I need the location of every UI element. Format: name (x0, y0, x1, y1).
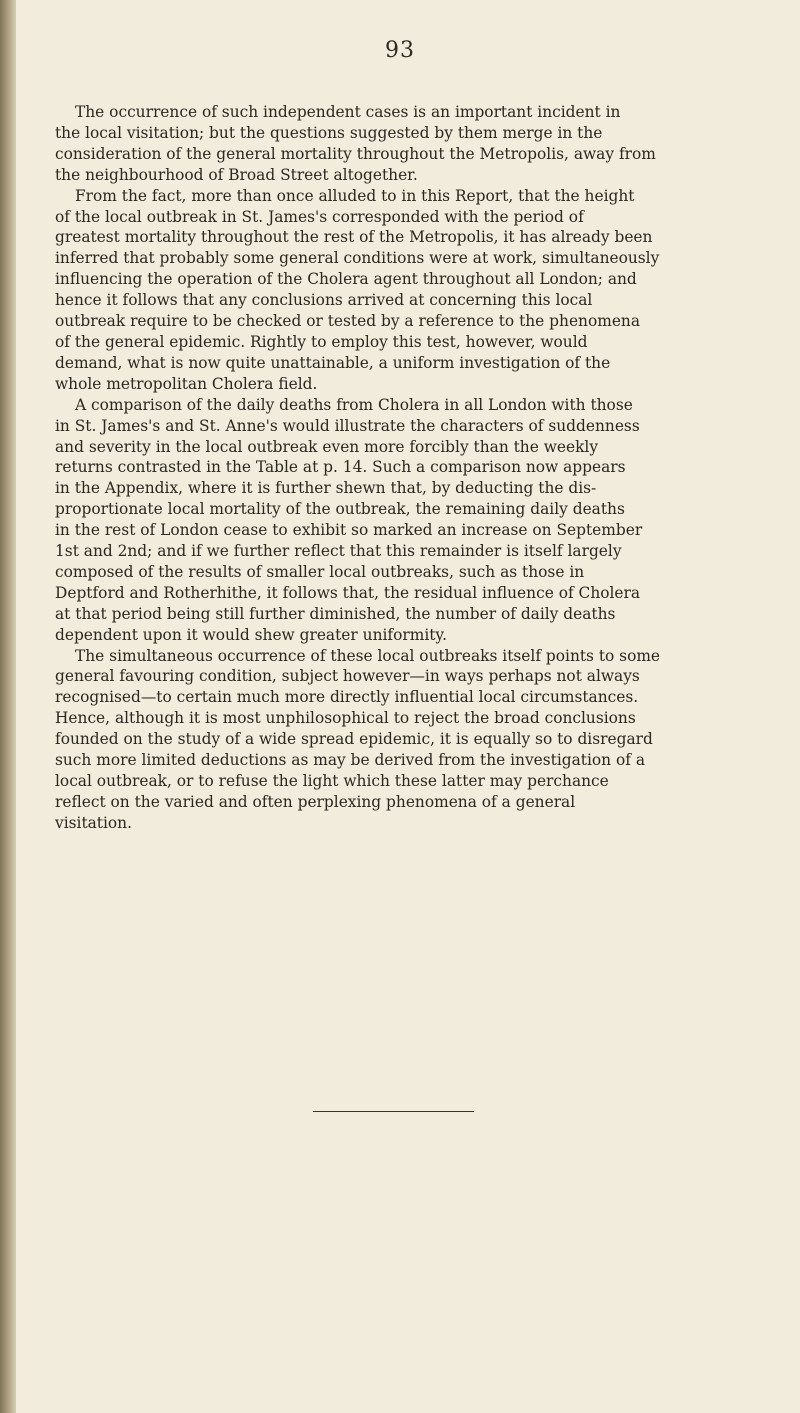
page-number: 93 (385, 38, 415, 63)
paragraph: The occurrence of such independent cases is an important incident in the local visitation; but the questions suggested by them merge in the consideration of the general mortality throughout the Metropolis, away from the neighbourhood of Broad Street altogether. (55, 103, 656, 184)
section-divider-rule (313, 1111, 474, 1112)
body-text (55, 102, 769, 834)
page-binding-edge (0, 0, 16, 1413)
paragraph: The simultaneous occurrence of these local outbreaks itself points to some general favouring condition, subject however—in ways perhaps not always recognised—to certain much more directly influential local circumstances. Hence, although it is most unphilosophical to reject the broad conclusions founded on the study of a wide spread epidemic, it is equally so to disregard such more limited deductions as may be derived from the investigation of a local outbreak, or to refuse the light which these latter may perchance reflect on the varied and often perplexing phenomena of a general visitation. (55, 646, 661, 832)
paragraph: A comparison of the daily deaths from Cholera in all London with those in St. James's and St. Anne's would illustrate the characters of suddenness and severity in the local outbreak even more forcibly than the weekly returns contrasted in the Table at p. 14. Such a comparison now appears in the Appendix, where it is further shewn that, by deducting the dis- proportionate local mortality of the outbreak, the remaining daily deaths in the rest of London cease to exhibit so marked an increase on September 1st and 2nd; and if we further reflect that this remainder is itself largely composed of the results of smaller local outbreaks, such as those in Deptford and Rotherhithe, it follows that, the residual influence of Cholera at that period being still further diminished, the number of daily deaths dependent upon it would shew greater uniformity. (55, 395, 643, 644)
paragraph: From the fact, more than once alluded to in this Report, that the height of the local outbreak in St. James's corresponded with the period of greatest mortality throughout the rest of the Metropolis, it has already been inferred that probably some general conditions were at work, simultaneously influencing the operation of the Cholera agent throughout all London; and hence it follows that any conclusions arrived at concerning this local outbreak require to be checked or tested by a reference to the phenomena of the general epidemic. Rightly to employ this test, however, would demand, what is now quite unattainable, a uniform investigation of the whole metropolitan Cholera field. (55, 186, 660, 393)
